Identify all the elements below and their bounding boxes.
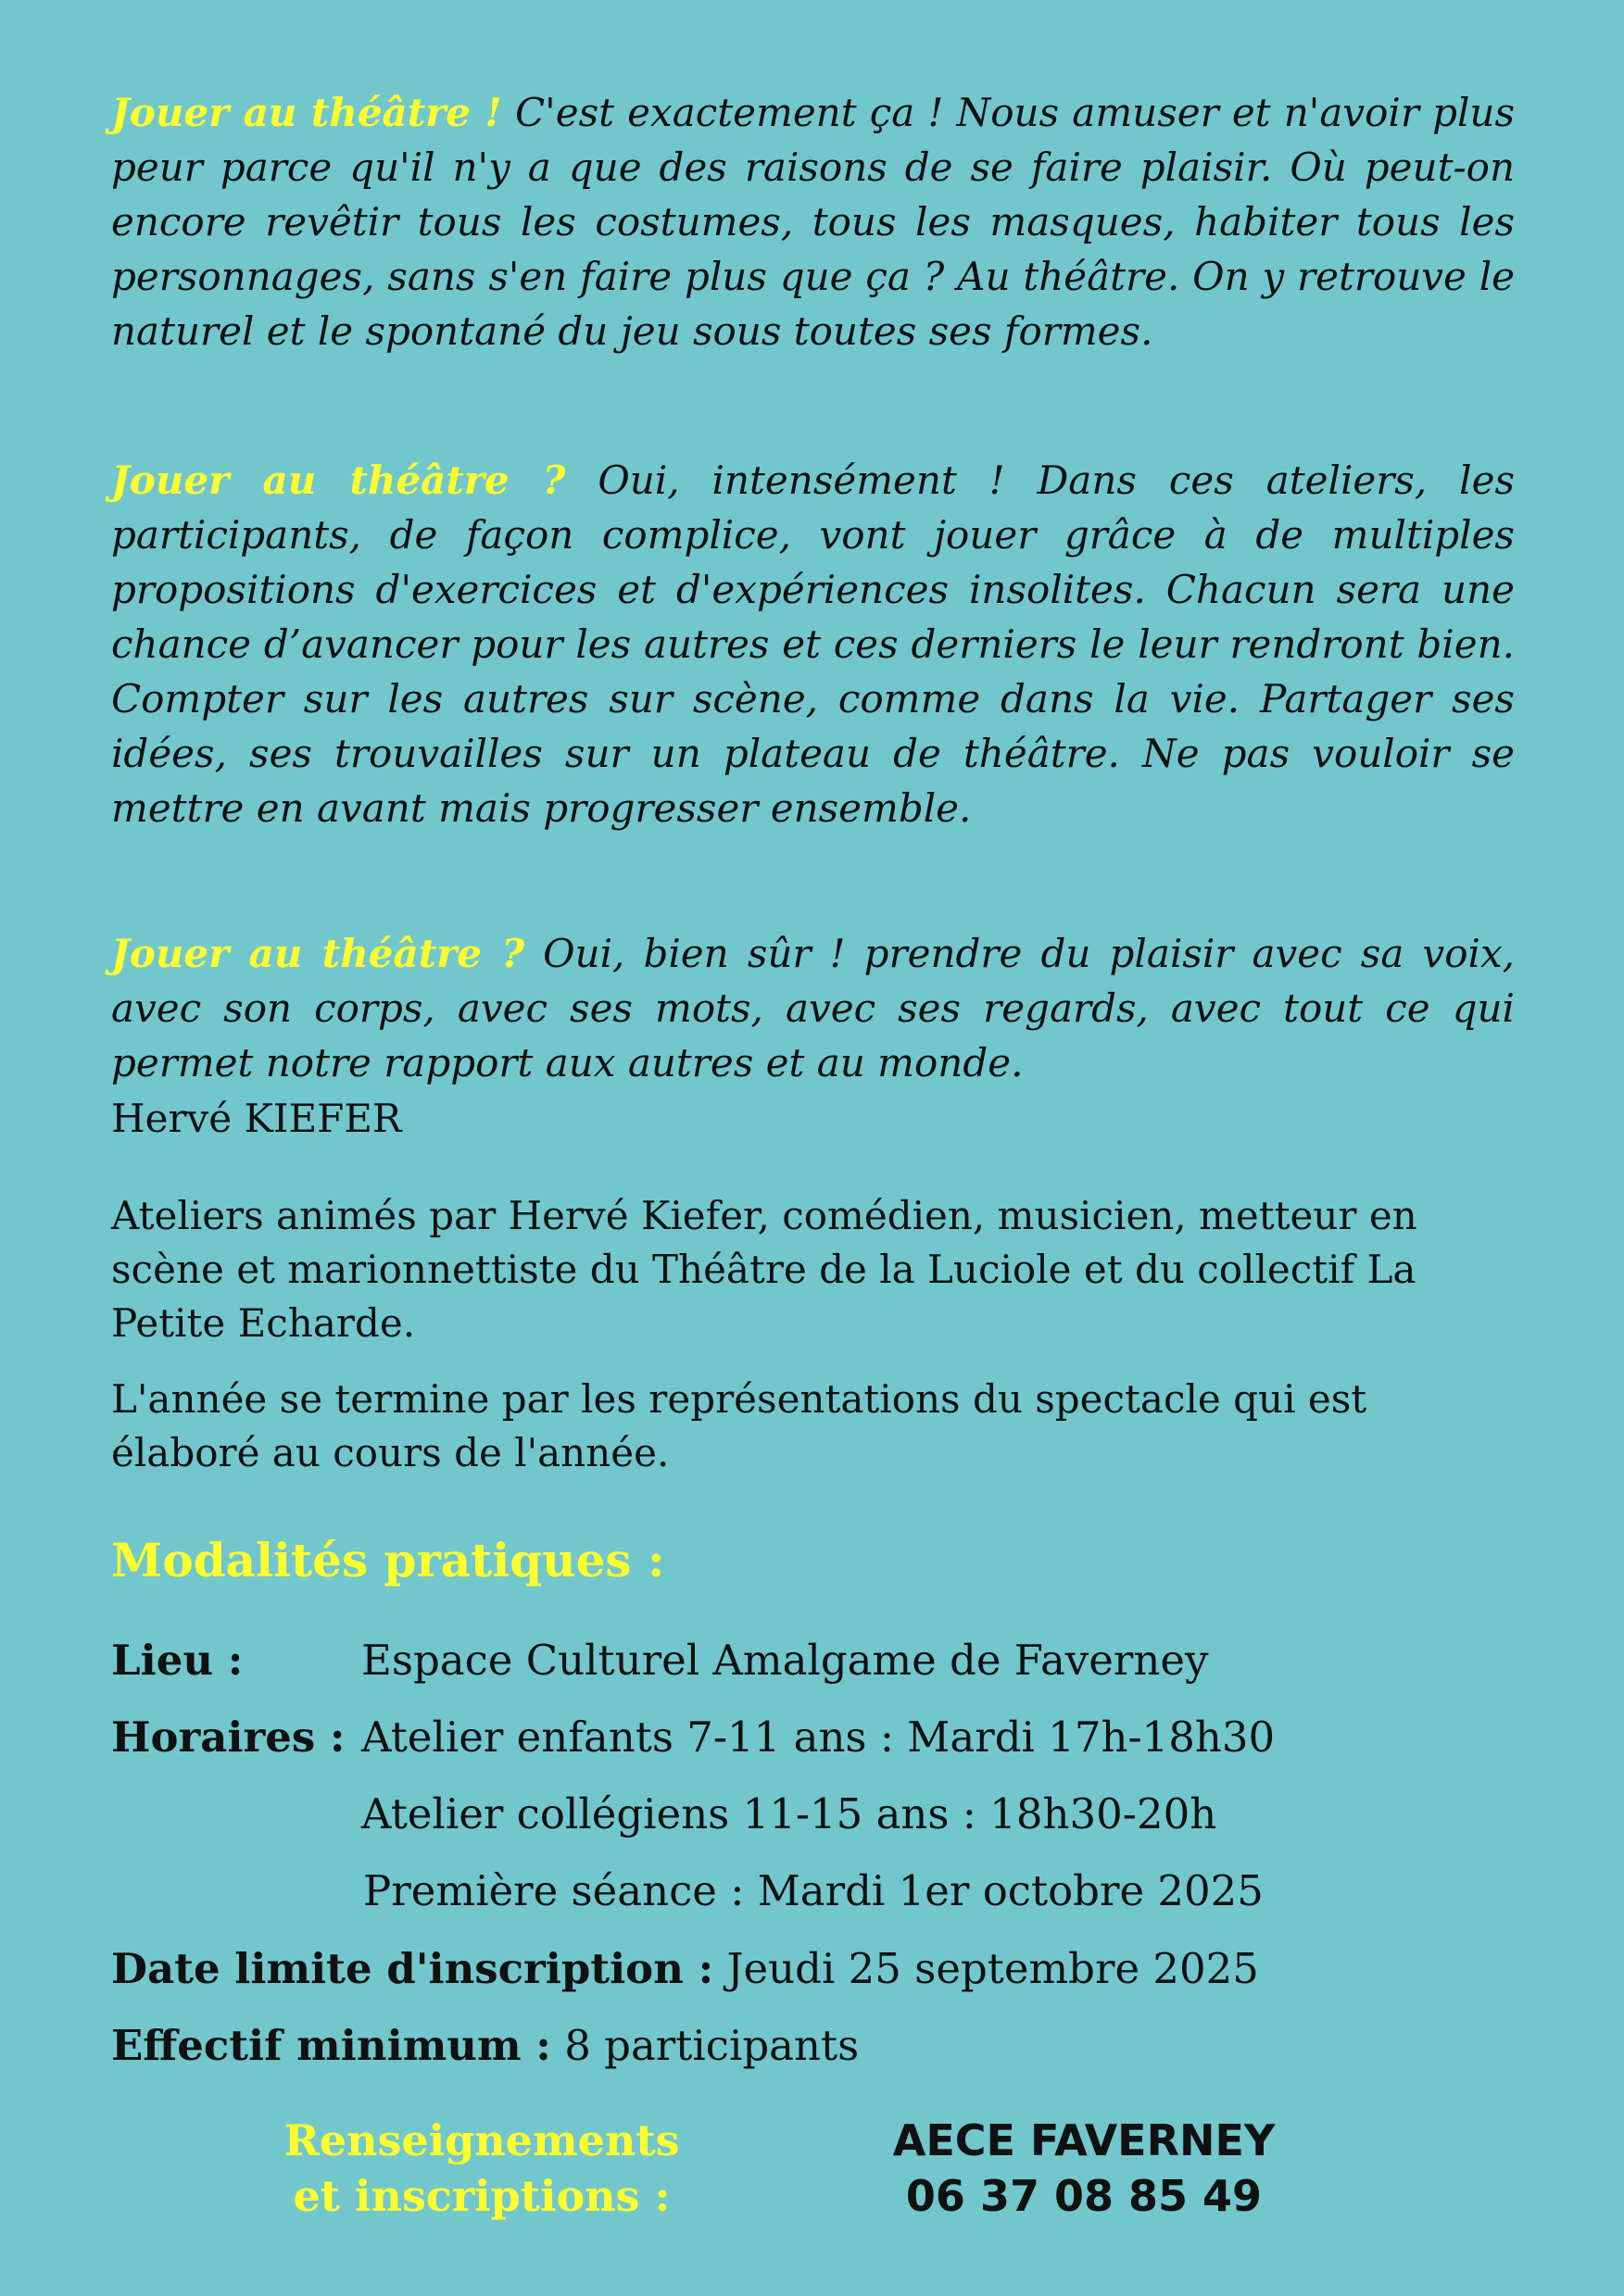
intro-paragraph-1 [111,85,1515,358]
contact-details [862,2113,1306,2224]
year-end-paragraph: L'année se termine par les représentations du spectacle qui est élaboré au cours de l'année. [111,1376,1367,1475]
practical-heading: Modalités pratiques : [111,1533,665,1587]
horaires-label: Horaires : [111,1713,346,1762]
deadline-label: Date limite d'inscription : [111,1944,714,1993]
deadline-row [111,1942,1259,1996]
animators-paragraph: Ateliers animés par Hervé Kiefer, comédien, musicien, metteur en scène et marionnettiste du Théâtre de la Luciole et du collectif La Petite Echarde. [111,1193,1417,1346]
intro-lead-1: Jouer au théâtre ! [111,90,502,135]
minimum-value: 8 participants [550,2021,860,2070]
minimum-row [111,2019,859,2073]
lieu-label: Lieu : [111,1636,244,1685]
intro-paragraph-3 [111,926,1515,1090]
contact-label-line-1: Renseignements [283,2115,680,2165]
intro-lead-3: Jouer au théâtre ? [111,931,524,976]
contact-label [259,2113,704,2224]
horaires-row [111,1711,1276,1764]
intro-lead-2: Jouer au théâtre ? [111,458,566,503]
deadline-value: Jeudi 25 septembre 2025 [713,1944,1259,1993]
intro-text-1: C'est exactement ça ! Nous amuser et n'avoir plus peur parce qu'il n'y a que des raisons de se faire plaisir. Où peut-on encore revêtir tous les costumes, tous les masques, habiter tous les personnages, sans s'en faire plus que ça ? Au théâtre. On y retrouve le naturel et le spontané du jeu sous toutes ses formes. [111,90,1515,354]
signature: Hervé KIEFER [111,1096,402,1141]
lieu-row [111,1634,1209,1687]
horaires-line-2: Atelier collégiens 11-15 ans : 18h30-20h [361,1789,1217,1838]
minimum-label: Effectif minimum : [111,2021,551,2070]
contact-label-line-2: et inscriptions : [293,2171,671,2221]
intro-paragraph-2 [111,453,1515,835]
intro-text-2: Oui, intensément ! Dans ces ateliers, les participants, de façon complice, vont jouer grâce à de multiples propositions d'exercices et d'expériences insolites. Chacun sera une chance d’avancer pour les autres et ces derniers le leur rendront bien. Compter sur les autres sur scène, comme dans la vie. Partager ses idées, ses trouvailles sur un plateau de théâtre. Ne pas vouloir se mettre en avant mais progresser ensemble. [111,458,1515,831]
contact-phone[interactable]: 06 37 08 85 49 [905,2171,1263,2221]
contact-org: AECE FAVERNEY [892,2115,1276,2165]
intro-text-3: Oui, bien sûr ! prendre du plaisir avec sa voix, avec son corps, avec ses mots, avec ses regards, avec tout ce qui permet notre rapport aux autres et au monde. [111,931,1515,1085]
horaires-line-3: Première séance : Mardi 1er octobre 2025 [363,1866,1264,1915]
lieu-value: Espace Culturel Amalgame de Faverney [361,1636,1209,1685]
horaires-line-1: Atelier enfants 7-11 ans : Mardi 17h-18h30 [361,1713,1276,1762]
